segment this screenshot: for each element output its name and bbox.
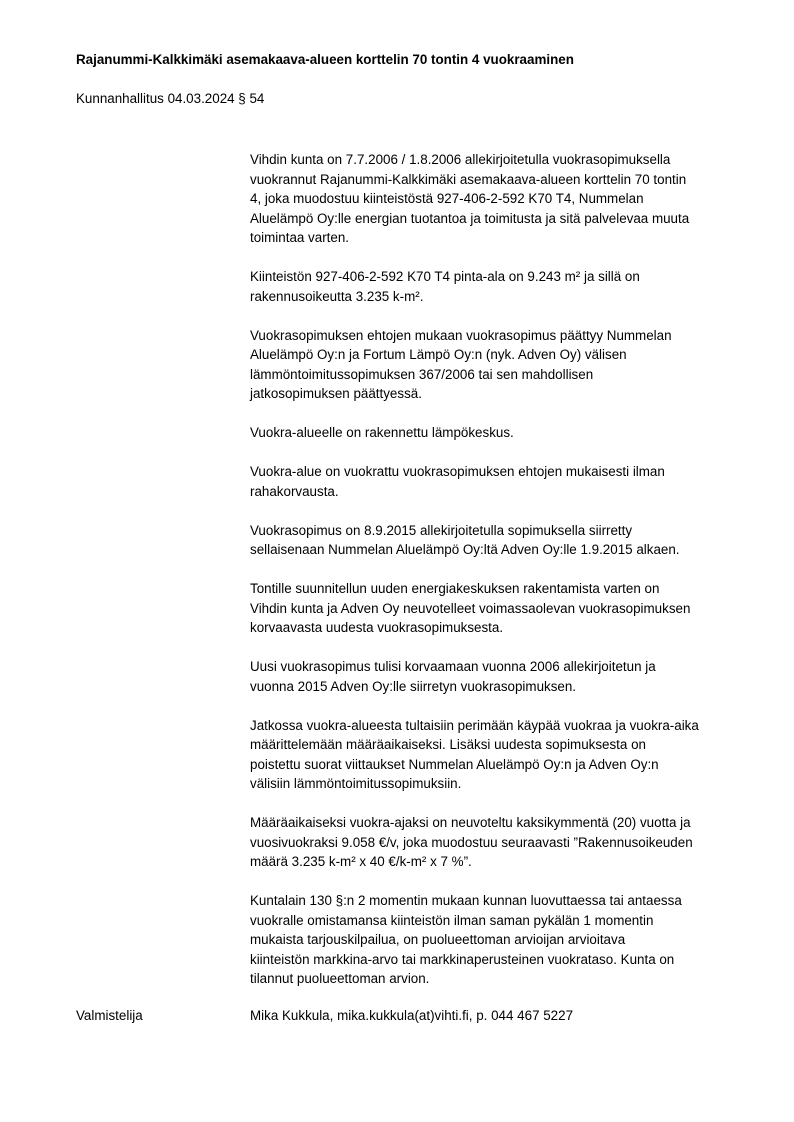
paragraph-replacement: Uusi vuokrasopimus tulisi korvaamaan vuonna 2006 allekirjoitetun ja vuonna 2015 Adven Oy:lle siirretyn vuokrasopimuksen. bbox=[250, 659, 656, 694]
paragraph-new-terms: Jatkossa vuokra-alueesta tultaisiin perimään käypää vuokraa ja vuokra-aika määrittelemään määräaikaiseksi. Lisäksi uudesta sopimuksesta on poistettu suorat viittaukset Nummelan Aluelämpö Oy:n ja Adven Oy:n välisiin lämmöntoimitussopimuksiin. bbox=[250, 717, 699, 791]
paragraph-property-area: Kiinteistön 927-406-2-592 K70 T4 pinta-ala on 9.243 m² ja sillä on rakennusoikeutta 3.235 k-m². bbox=[250, 269, 640, 304]
paragraph-rent-calculation: Määräaikaiseksi vuokra-ajaksi on neuvoteltu kaksikymmentä (20) vuotta ja vuosivuokraksi 9.058 €/v, joka muodostuu seuraavasti ”Rakennusoikeuden määrä 3.235 k-m² x 40 €/k-m² x 7 %”. bbox=[250, 815, 693, 869]
paragraph-municipal-act: Kuntalain 130 §:n 2 momentin mukaan kunnan luovuttaessa tai antaessa vuokralle omistamansa kiinteistön ilman saman pykälän 1 momentin mukaista tarjouskilpailua, on puolueettoman arvioijan arvioitava kiinteistön markkina-arvo tai markkinaperusteinen vuokrataso. Kunta on tilannut puolueettoman arvion. bbox=[250, 893, 682, 986]
document-body bbox=[250, 150, 730, 1008]
paragraph-lease-transfer: Vuokrasopimus on 8.9.2015 allekirjoitetulla sopimuksella siirretty sellaisenaan Nummelan Aluelämpö Oy:ltä Adven Oy:lle 1.9.2015 alkaen. bbox=[250, 522, 680, 557]
paragraph-new-negotiation: Tontille suunnitellun uuden energiakeskuksen rakentamista varten on Vihdin kunta ja Adven Oy neuvotelleet voimassaolevan vuokrasopimuksen korvaavasta uudesta vuokrasopimuksesta. bbox=[250, 581, 691, 635]
meeting-reference: Kunnanhallitus 04.03.2024 § 54 bbox=[76, 91, 265, 106]
preparer-contact: Mika Kukkula, mika.kukkula(at)vihti.fi, p. 044 467 5227 bbox=[250, 1008, 574, 1023]
paragraph-heating-plant: Vuokra-alueelle on rakennettu lämpökeskus. bbox=[250, 425, 514, 440]
paragraph-lease-background: Vihdin kunta on 7.7.2006 / 1.8.2006 allekirjoitetulla vuokrasopimuksella vuokrannut Rajanummi-Kalkkimäki asemakaava-alueen korttelin 70 tontin 4, joka muodostuu kiinteistöstä 927-406-2-592 K70 T4, Nummelan Aluelämpö Oy:lle energian tuotantoa ja toimitusta ja sitä palvelevaa muuta toimintaa varten. bbox=[250, 152, 690, 245]
paragraph-lease-termination: Vuokrasopimuksen ehtojen mukaan vuokrasopimus päättyy Nummelan Aluelämpö Oy:n ja Fortum Lämpö Oy:n (nyk. Adven Oy) välisen lämmöntoimitussopimuksen 367/2006 tai sen mahdollisen jatkosopimuksen päättyessä. bbox=[250, 327, 672, 401]
document-title: Rajanummi-Kalkkimäki asemakaava-alueen korttelin 70 tontin 4 vuokraaminen bbox=[76, 52, 574, 67]
paragraph-no-compensation: Vuokra-alue on vuokrattu vuokrasopimuksen ehtojen mukaisesti ilman rahakorvausta. bbox=[250, 464, 665, 499]
preparer-label: Valmistelija bbox=[76, 1008, 143, 1023]
